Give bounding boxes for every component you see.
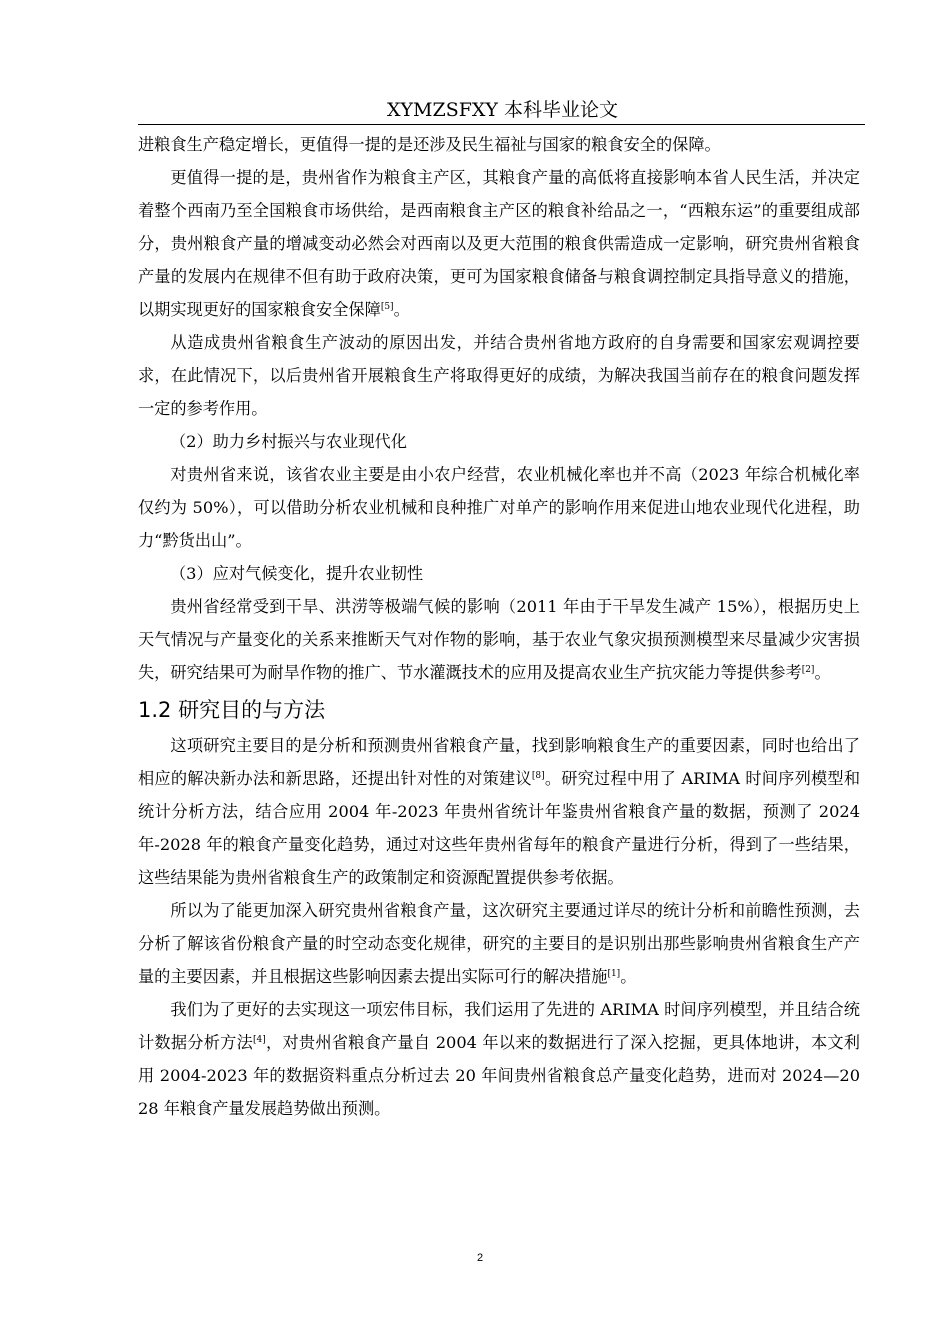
paragraph <box>138 161 860 326</box>
paragraph <box>138 326 860 425</box>
list-item-heading <box>138 557 860 590</box>
citation: [5] <box>380 302 394 312</box>
paragraph-text: 从造成贵州省粮食生产波动的原因出发，并结合贵州省地方政府的自身需要和国家宏观调控要求，在此情况下，以后贵州省开展粮食生产将取得更好的成绩，为解决我国当前存在的粮食问题发挥一定的参考作用。 <box>138 333 860 418</box>
paragraph <box>138 458 860 557</box>
paragraph-text: 进粮食生产稳定增长，更值得一提的是还涉及民生福祉与国家的粮食安全的保障。 <box>138 135 721 154</box>
paragraph-text: ，对贵州省粮食产量自 2004 年以来的数据进行了深入挖掘，更具体地讲，本文利用 2004-2023 年的数据资料重点分析过去 20 年间贵州省粮食总产量变化趋势，进而对 2024—2028 年粮食产量发展趋势做出预测。 <box>138 1033 860 1118</box>
document-body <box>138 128 860 1125</box>
paragraph-text: 。 <box>620 967 637 986</box>
citation: [8] <box>531 771 545 781</box>
paragraph <box>138 729 860 894</box>
paragraph <box>138 894 860 993</box>
citation: [2] <box>801 665 815 675</box>
paragraph-text: （3）应对气候变化，提升农业韧性 <box>170 564 424 583</box>
header-rule <box>138 124 865 125</box>
section-heading: 1.2 研究目的与方法 <box>138 698 326 722</box>
paragraph-text: （2）助力乡村振兴与农业现代化 <box>170 432 407 451</box>
running-header: XYMZSFXY 本科毕业论文 <box>386 99 619 121</box>
paragraph-text: 。研究过程中用了 ARIMA 时间序列模型和统计分析方法，结合应用 2004 年-2023 年贵州省统计年鉴贵州省粮食产量的数据，预测了 2024 年-2028 年的粮食产量变化趋势，通过对这些年贵州省每年的粮食产量进行分析，得到了一些结果，这些结果能为贵州省粮食生产的政策制定和资源配置提供参考依据。 <box>138 769 861 887</box>
page-number: 2 <box>476 1252 484 1264</box>
paragraph-text: 更值得一提的是，贵州省作为粮食主产区，其粮食产量的高低将直接影响本省人民生活，并决定着整个西南乃至全国粮食市场供给，是西南粮食主产区的粮食补给品之一，“西粮东运”的重要组成部分，贵州粮食产量的增减变动必然会对西南以及更大范围的粮食供需造成一定影响，研究贵州省粮食产量的发展内在规律不但有助于政府决策，更可为国家粮食储备与粮食调控制定具指导意义的措施，以期实现更好的国家粮食安全保障 <box>138 168 860 319</box>
list-item-heading <box>138 425 860 458</box>
citation: [4] <box>253 1035 266 1045</box>
paragraph <box>138 128 860 161</box>
citation: [1] <box>607 969 621 979</box>
paragraph-tail: 。 <box>393 300 410 319</box>
paragraph-text: 这项研究主要目的是分析和预测贵州省粮食产量，找到影响粮食生产的重要因素，同时也给出了相应的解决新办法和新思路，还提出针对性的对策建议 <box>138 736 860 788</box>
paragraph <box>138 993 860 1125</box>
paragraph-text: 贵州省经常受到干旱、洪涝等极端气候的影响（2011 年由于干旱发生减产 15%），根据历史上天气情况与产量变化的关系来推断天气对作物的影响，基于农业气象灾损预测模型来尽量减少灾害损失，研究结果可为耐旱作物的推广、节水灌溉技术的应用及提高农业生产抗灾能力等提供参考 <box>138 597 860 682</box>
paragraph-tail: 。 <box>814 663 831 682</box>
paragraph-text: 我们为了更好的去实现这一项宏伟目标，我们运用了先进的 ARIMA 时间序列模型，并且结合统计数据分析方法 <box>138 1000 860 1052</box>
paragraph-text: 对贵州省来说，该省农业主要是由小农户经营，农业机械化率也并不高（2023 年综合机械化率仅约为 50%），可以借助分析农业机械和良种推广对单产的影响作用来促进山地农业现代化进程，助力“黔货出山”。 <box>138 465 860 550</box>
paragraph <box>138 590 860 689</box>
paragraph-text: 所以为了能更加深入研究贵州省粮食产量，这次研究主要通过详尽的统计分析和前瞻性预测，去分析了解该省份粮食产量的时空动态变化规律，研究的主要目的是识别出那些影响贵州省粮食生产产量的主要因素，并且根据这些影响因素去提出实际可行的解决措施 <box>138 901 860 986</box>
